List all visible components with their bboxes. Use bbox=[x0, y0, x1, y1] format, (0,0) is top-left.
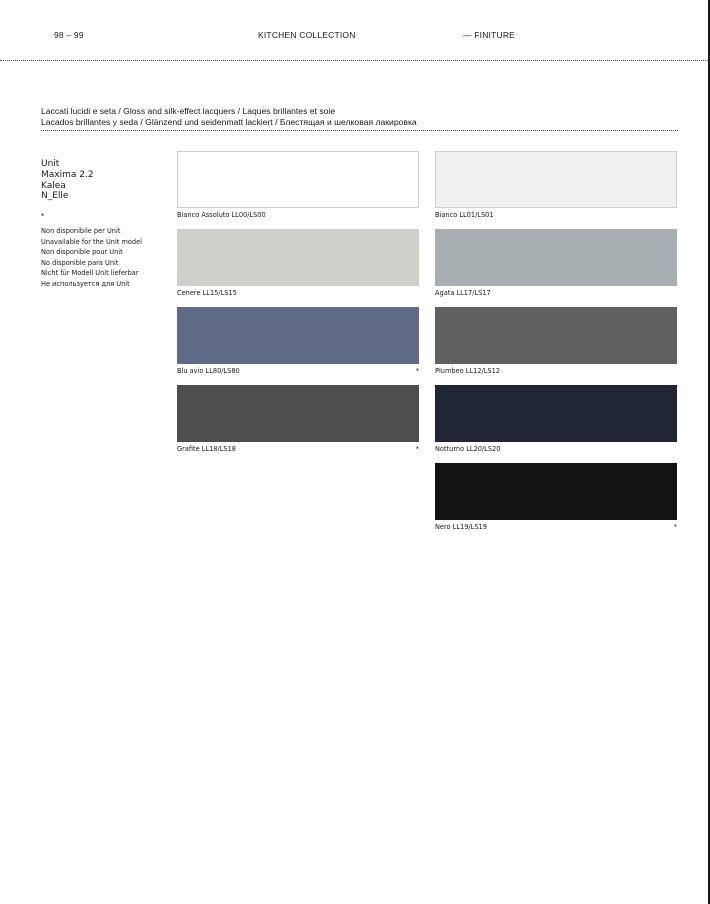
swatch-note-marker: * bbox=[673, 523, 677, 531]
note-line: No disponible para Unit bbox=[41, 258, 119, 267]
swatch-agata bbox=[435, 229, 677, 286]
intro-divider bbox=[41, 130, 678, 131]
header-divider bbox=[0, 60, 708, 61]
note-marker: * bbox=[41, 212, 45, 221]
swatch-note-marker: * bbox=[415, 445, 419, 453]
section-title: — FINITURE bbox=[463, 30, 516, 40]
swatch-name: Grafite LL18/LS18 bbox=[177, 445, 236, 453]
swatch-grafite bbox=[177, 385, 419, 442]
model-item: N_Elle bbox=[41, 191, 69, 202]
swatch-notturno bbox=[435, 385, 677, 442]
swatch-name: Blu avio LL80/LS80 bbox=[177, 367, 240, 375]
finish-description-line-1: Laccati lucidi e seta / Gloss and silk-effect lacquers / Laques brillantes et soie bbox=[41, 106, 336, 116]
swatch-name: Bianco Assoluto LL00/LS00 bbox=[177, 211, 266, 219]
finish-description-line-2: Lacados brillantes y seda / Glänzend und seidenmatt lackiert / Блестящая и шелковая лакировка bbox=[41, 116, 417, 127]
swatch-name: Bianco LL01/LS01 bbox=[435, 211, 494, 219]
finish-description bbox=[41, 106, 417, 127]
note-line: Non disponible pour Unit bbox=[41, 248, 123, 257]
swatch-name: Nero LL19/LS19 bbox=[435, 523, 487, 531]
note-line: Non disponibile per Unit bbox=[41, 227, 121, 235]
swatch-bianco bbox=[435, 151, 677, 208]
swatch-blu-avio bbox=[177, 307, 419, 364]
swatch-plumbeo bbox=[435, 307, 677, 364]
swatch-nero bbox=[435, 463, 677, 520]
swatch-note-marker: * bbox=[415, 367, 419, 375]
model-list bbox=[41, 159, 94, 202]
page-numbers: 98 – 99 bbox=[54, 30, 84, 40]
model-item: Unit bbox=[41, 159, 60, 169]
availability-note bbox=[41, 226, 142, 290]
swatch-cenere bbox=[177, 229, 419, 286]
note-line: Nicht für Modell Unit lieferbar bbox=[41, 269, 139, 278]
swatch-name: Agata LL17/LS17 bbox=[435, 289, 491, 297]
swatch-bianco-assoluto bbox=[177, 151, 419, 208]
note-line: Unavailable for the Unit model bbox=[41, 237, 142, 246]
swatch-name: Plumbeo LL12/LS12 bbox=[435, 367, 500, 375]
model-item: Kalea bbox=[41, 180, 66, 191]
model-item: Maxima 2.2 bbox=[41, 169, 94, 180]
swatch-name: Notturno LL20/LS20 bbox=[435, 445, 501, 453]
catalog-title: KITCHEN COLLECTION bbox=[258, 30, 356, 40]
note-line: Не используется для Unit bbox=[41, 279, 130, 288]
swatch-name: Cenere LL15/LS15 bbox=[177, 289, 237, 297]
